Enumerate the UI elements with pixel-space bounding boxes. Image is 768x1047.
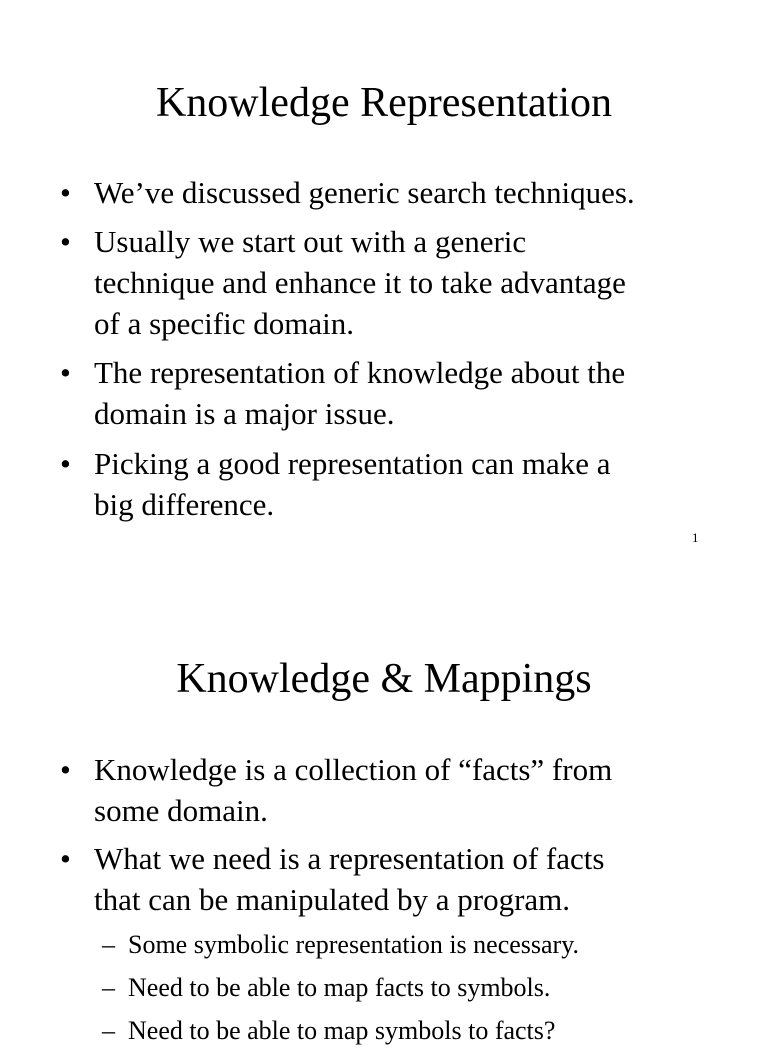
slide-title: Knowledge & Mappings <box>176 656 592 702</box>
bullet-line: that can be manipulated by a program. <box>94 882 571 917</box>
bullet-text <box>94 172 635 213</box>
bullet-icon: • <box>60 224 71 259</box>
bullet-text <box>94 221 626 344</box>
bullet-line: What we need is a representation of facts <box>94 841 605 876</box>
bullet-text <box>94 838 604 920</box>
page-number: 1 <box>692 530 699 545</box>
dash-icon: – <box>102 973 115 1002</box>
bullet-icon: • <box>60 446 71 481</box>
bullet-line: Usually we start out with a generic <box>94 224 527 259</box>
bullet-text <box>94 443 610 525</box>
bullet-text <box>94 749 612 831</box>
bullet-line: domain is a major issue. <box>94 396 395 431</box>
bullet-text <box>94 352 625 434</box>
sub-bullet-text: Need to be able to map symbols to facts? <box>128 1016 556 1045</box>
bullet-line: We’ve discussed generic search techniques. <box>94 175 635 210</box>
bullet-icon: • <box>60 752 71 787</box>
slide-title: Knowledge Representation <box>155 80 613 126</box>
dash-icon: – <box>102 930 115 959</box>
sub-bullet-text: Need to be able to map facts to symbols. <box>128 973 551 1002</box>
sub-bullet-text: Some symbolic representation is necessary. <box>128 930 580 959</box>
bullet-line: Knowledge is a collection of “facts” from <box>94 752 613 787</box>
bullet-line: technique and enhance it to take advantage <box>94 265 626 300</box>
bullet-icon: • <box>60 841 71 876</box>
bullet-line: Picking a good representation can make a <box>94 446 611 481</box>
dash-icon: – <box>102 1016 115 1045</box>
bullet-icon: • <box>60 175 71 210</box>
bullet-line: some domain. <box>94 793 268 828</box>
bullet-line: The representation of knowledge about the <box>94 355 626 390</box>
slide-2 <box>0 576 768 1045</box>
bullet-icon: • <box>60 355 71 390</box>
bullet-line: big difference. <box>94 487 275 522</box>
bullet-line: of a specific domain. <box>94 306 354 341</box>
